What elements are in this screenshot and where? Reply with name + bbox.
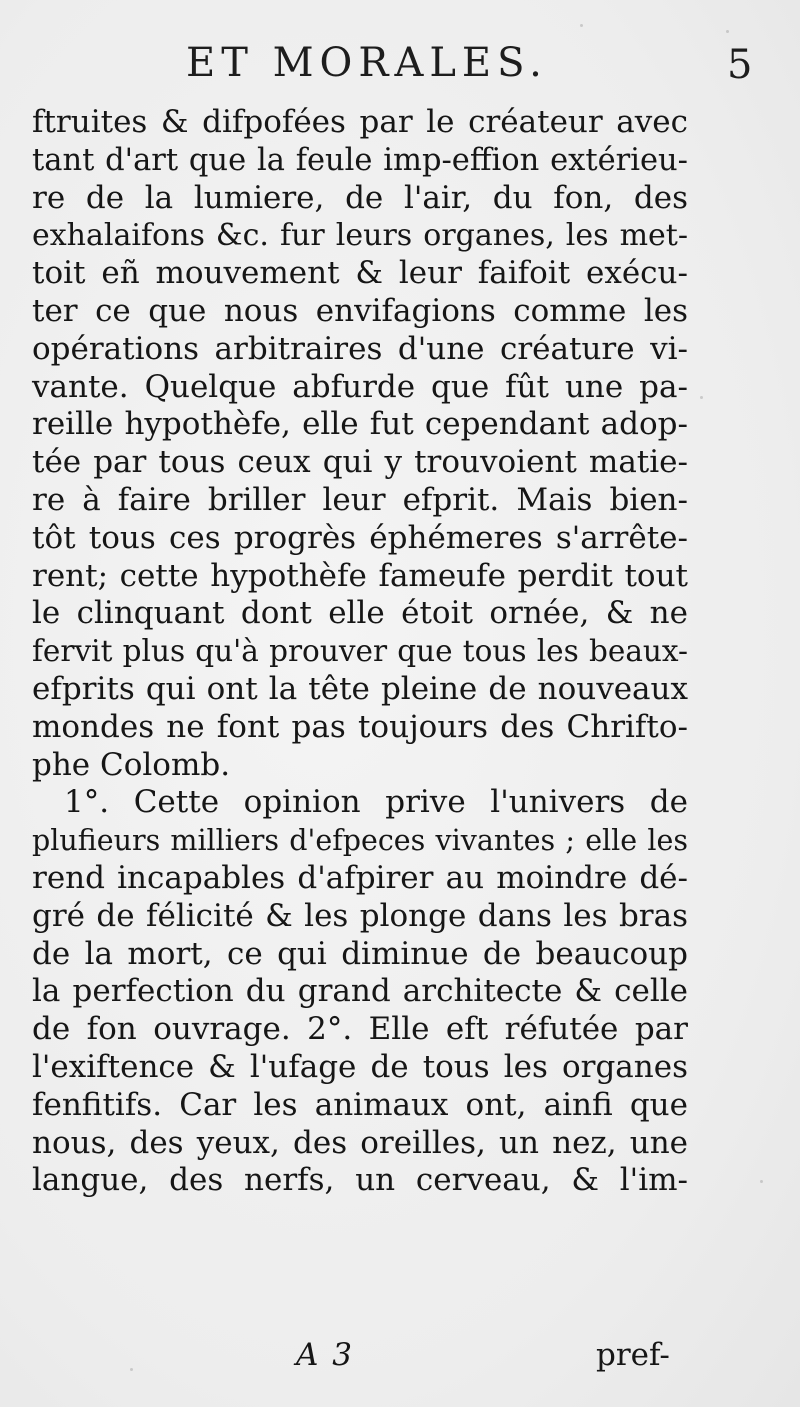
text-line: reille hypothèfe, elle fut cependant adop- [32,406,688,443]
text-line: exhalaifons &c. fur leurs organes, les met- [32,218,688,254]
body-text [32,104,688,1200]
text-line: rend incapables d'afpirer au moindre dé- [32,859,688,896]
text-line: de la mort, ce qui diminue de beaucoup [32,935,688,972]
text-line: tôt tous ces progrès éphémeres s'arrête- [32,519,688,556]
text-line: rent; cette hypothèfe fameufe perdit tout [32,557,688,594]
text-line: gré de félicité & les plonge dans les bras [32,897,688,934]
text-line: de fon ouvrage. 2°. Elle eft réfutée par [32,1011,688,1048]
text-line: tant d'art que la feule imp-effion extérieu- [32,142,688,178]
text-line: le clinquant dont elle étoit ornée, & ne [32,595,688,632]
text-line: mondes ne font pas toujours des Chrifto- [32,708,688,745]
text-line: la perfection du grand architecte & celle [32,973,688,1010]
signature-mark: A 3 [296,1337,354,1373]
text-line: langue, des nerfs, un cerveau, & l'im- [32,1162,688,1199]
catchword: pref- [596,1337,670,1373]
text-line: ter ce que nous envifagions comme les [32,292,688,329]
text-line: nous, des yeux, des oreilles, un nez, une [32,1124,688,1161]
text-line: ftruites & difpofées par le créateur avec [32,104,688,140]
page-number: 5 [727,42,753,88]
paper-speck [580,24,583,27]
text-line: efprits qui ont la tête pleine de nouveaux [32,670,688,707]
paper-speck [726,30,729,33]
text-line: fervit plus qu'à prouver que tous les beaux- [32,634,688,669]
page-header [0,40,800,100]
page-footer [0,1337,800,1382]
text-line: re de la lumiere, de l'air, du fon, des [32,179,688,216]
text-line: opérations arbitraires d'une créature vi- [32,330,688,367]
paper-speck [760,1180,763,1183]
text-line: l'exiftence & l'ufage de tous les organes [32,1048,688,1085]
text-line: 1°. Cette opinion prive l'univers de [64,784,688,821]
text-line: phe Colomb. [32,746,231,783]
paper-speck [700,396,703,399]
text-line: tée par tous ceux qui y trouvoient matie- [32,444,688,481]
text-line: plufieurs milliers d'efpeces vivantes ; elle les [32,824,688,858]
text-line: toit eñ mouvement & leur faifoit exécu- [32,255,688,292]
text-line: vante. Quelque abfurde que fût une pa- [32,368,688,405]
text-line: fenfitifs. Car les animaux ont, ainfi que [32,1086,688,1123]
running-head: ET MORALES. [186,40,548,86]
text-line: re à faire briller leur efprit. Mais bien- [32,481,688,518]
paper-speck [130,1368,133,1371]
